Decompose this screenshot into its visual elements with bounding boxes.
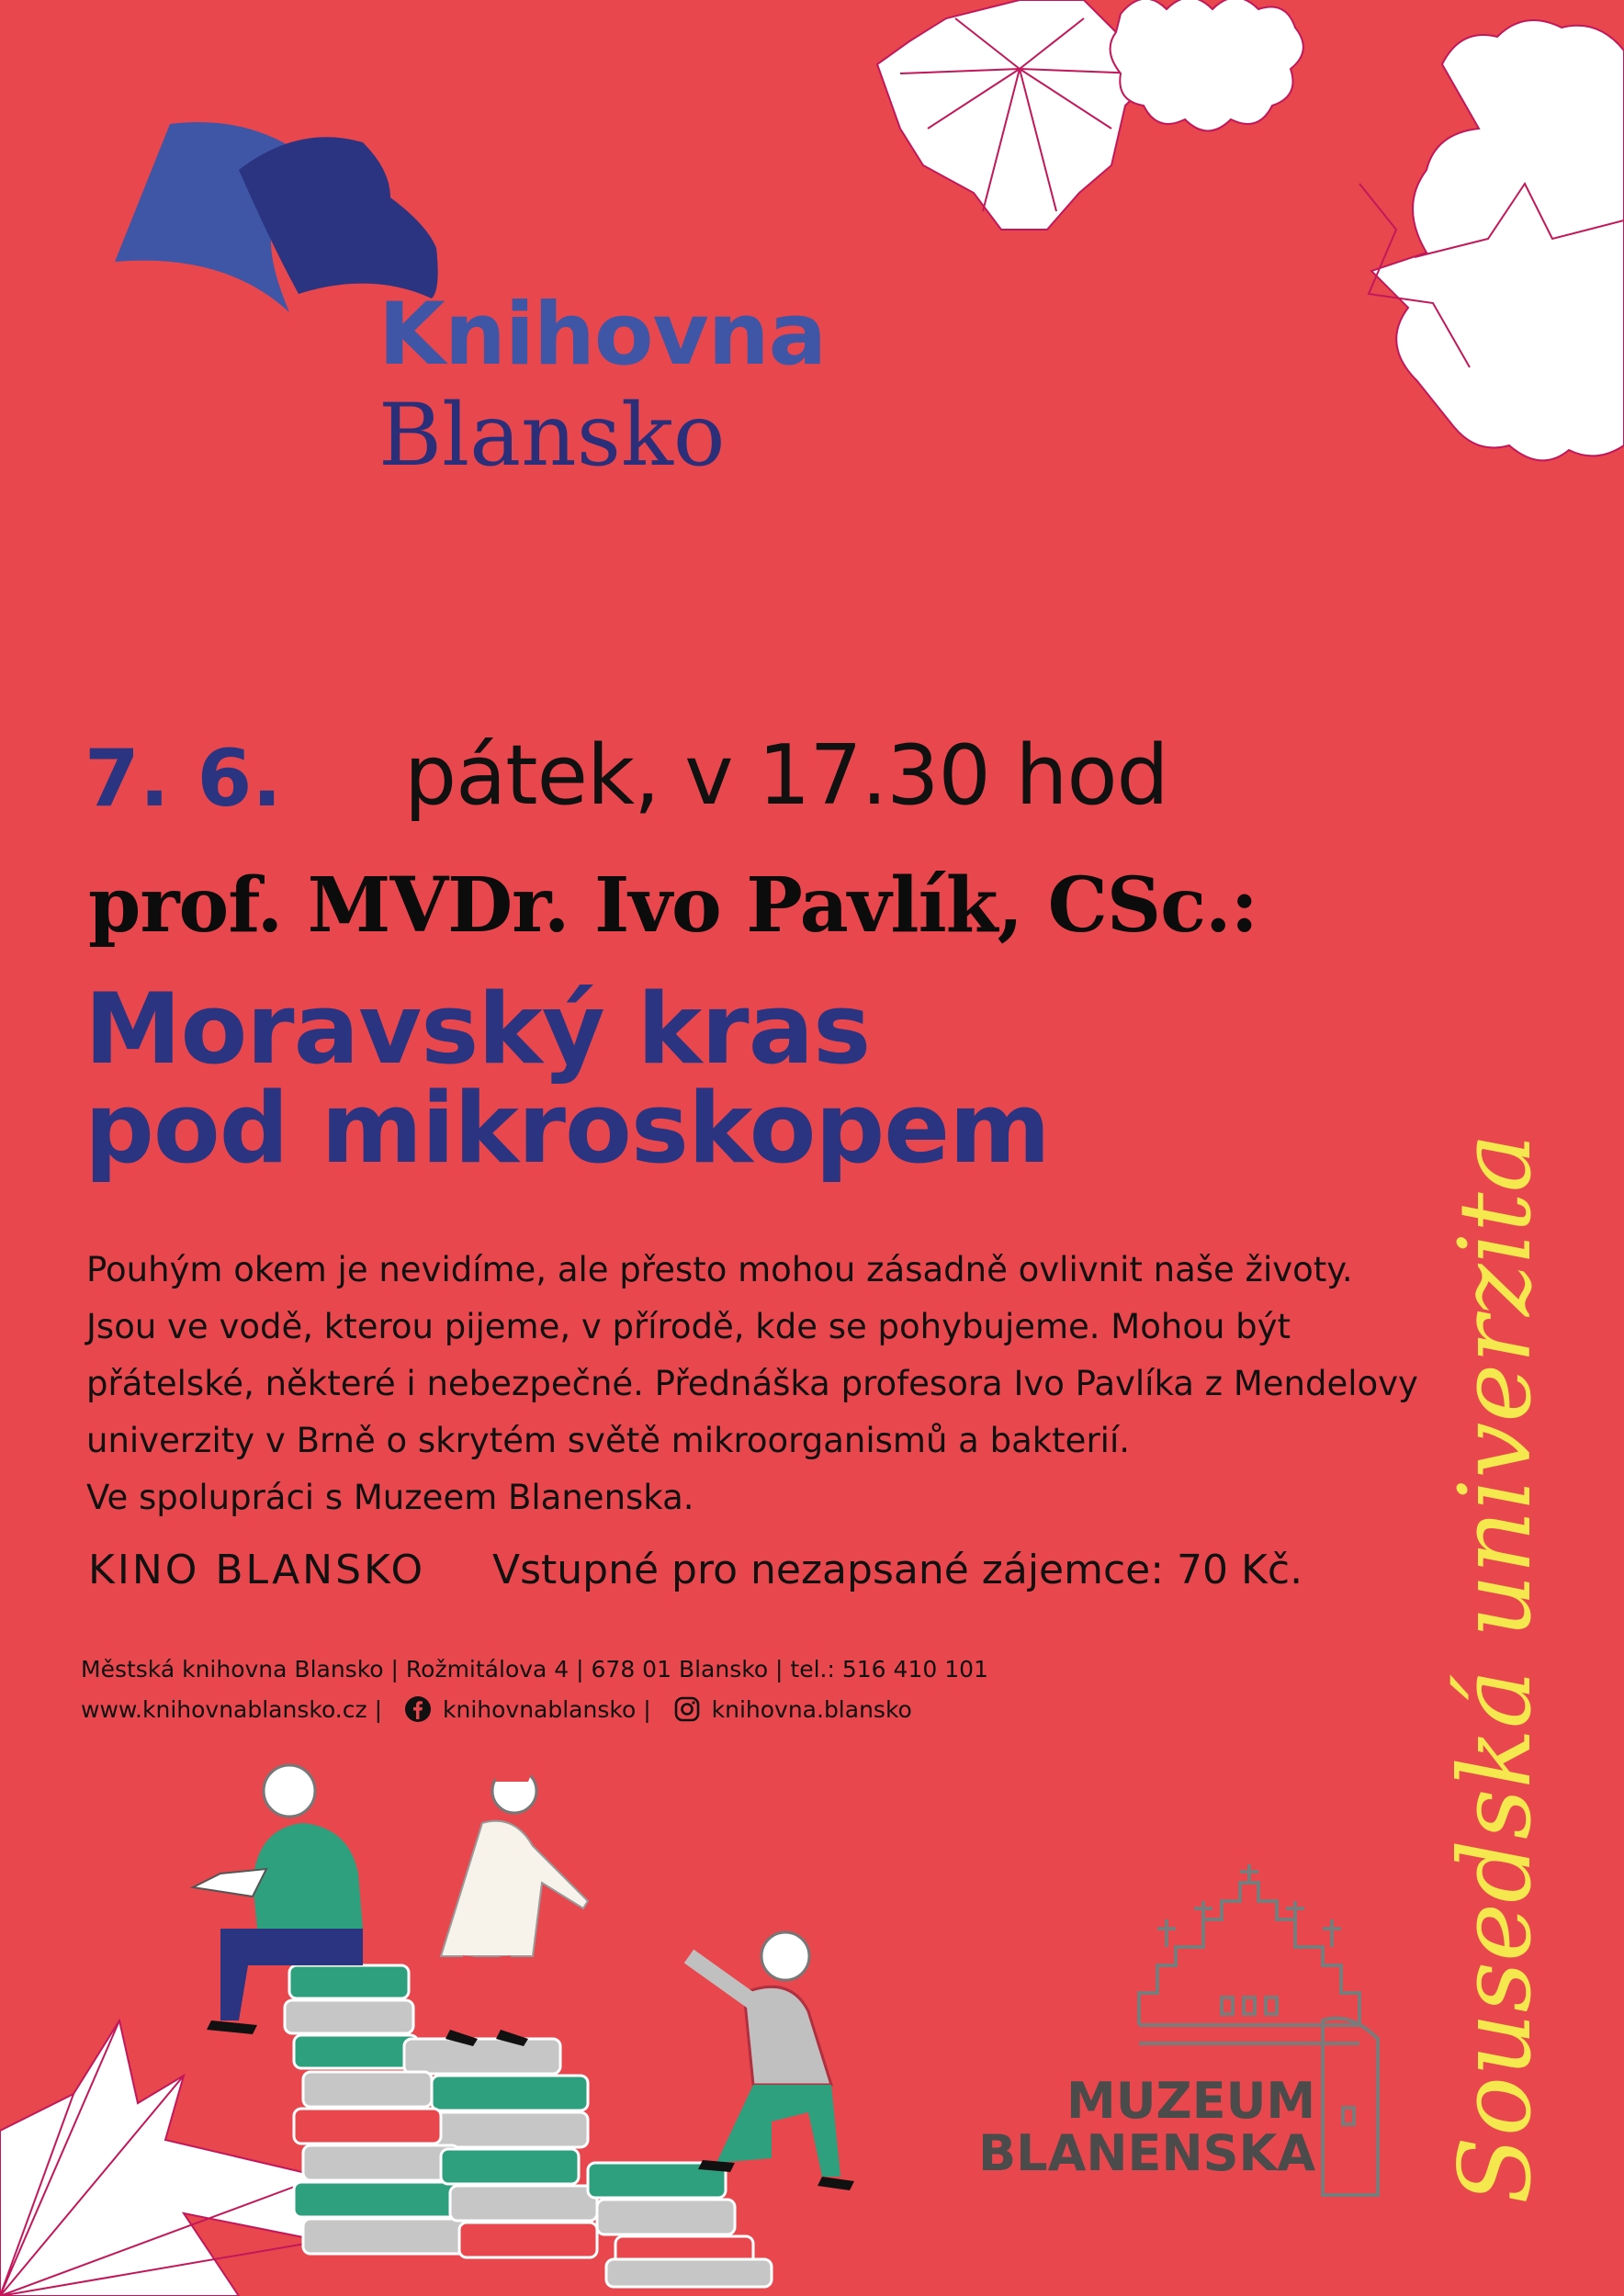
snowflake-decoration-top <box>845 0 1624 514</box>
description-line: přátelské, některé i nebezpečné. Přednáška profesora Ivo Pavlíka z Mendelovy <box>86 1364 1418 1403</box>
description-line: univerzity v Brně o skrytém světě mikroorganismů a bakterií. <box>86 1421 1130 1460</box>
description-line: Jsou ve vodě, kterou pijeme, v přírodě, kde se pohybujeme. Mohou být <box>86 1307 1291 1346</box>
instagram-link[interactable]: knihovna.blansko <box>711 1695 912 1723</box>
event-title <box>85 973 1050 1185</box>
venue: KINO BLANSKO <box>88 1547 426 1593</box>
admission-price: Vstupné pro nezapsané zájemce: 70 Kč. <box>492 1547 1303 1593</box>
partner-name-line: BLANENSKA <box>978 2123 1316 2182</box>
reader-climbing <box>689 1932 854 2190</box>
event-date: 7. 6. <box>85 733 282 825</box>
event-title-line: Moravský kras <box>85 973 871 1086</box>
logo-subtitle: Blansko <box>378 386 726 486</box>
footer-address: Městská knihovna Blansko | Rožmitálova 4 | 678 01 Blansko | tel.: 516 410 101 <box>81 1656 988 1683</box>
logo-title: Knihovna <box>378 285 827 385</box>
reader-standing <box>441 1761 588 2046</box>
website-link[interactable]: www.knihovnablansko.cz | <box>81 1695 382 1723</box>
speaker-name: prof. MVDr. Ivo Pavlík, CSc.: <box>88 861 1257 950</box>
readers-illustration <box>165 1745 900 2296</box>
series-name: Sousedská univerzita <box>1438 1132 1553 2204</box>
event-title-line: pod mikroskopem <box>85 1072 1050 1185</box>
description-line: Pouhým okem je nevidíme, ale přesto mohou zásadně ovlivnit naše životy. <box>86 1250 1353 1289</box>
description-line: Ve spolupráci s Muzeem Blanenska. <box>86 1478 694 1517</box>
event-time: pátek, v 17.30 hod <box>404 727 1168 824</box>
partner-name-line: MUZEUM <box>1066 2072 1316 2130</box>
partner-logo-text <box>978 2072 1316 2182</box>
event-description <box>86 1242 1427 1526</box>
facebook-icon <box>404 1695 432 1723</box>
facebook-link[interactable]: knihovnablansko | <box>443 1695 651 1723</box>
footer-links <box>81 1695 912 1723</box>
instagram-icon <box>673 1695 701 1723</box>
book-stacks <box>285 1965 772 2287</box>
